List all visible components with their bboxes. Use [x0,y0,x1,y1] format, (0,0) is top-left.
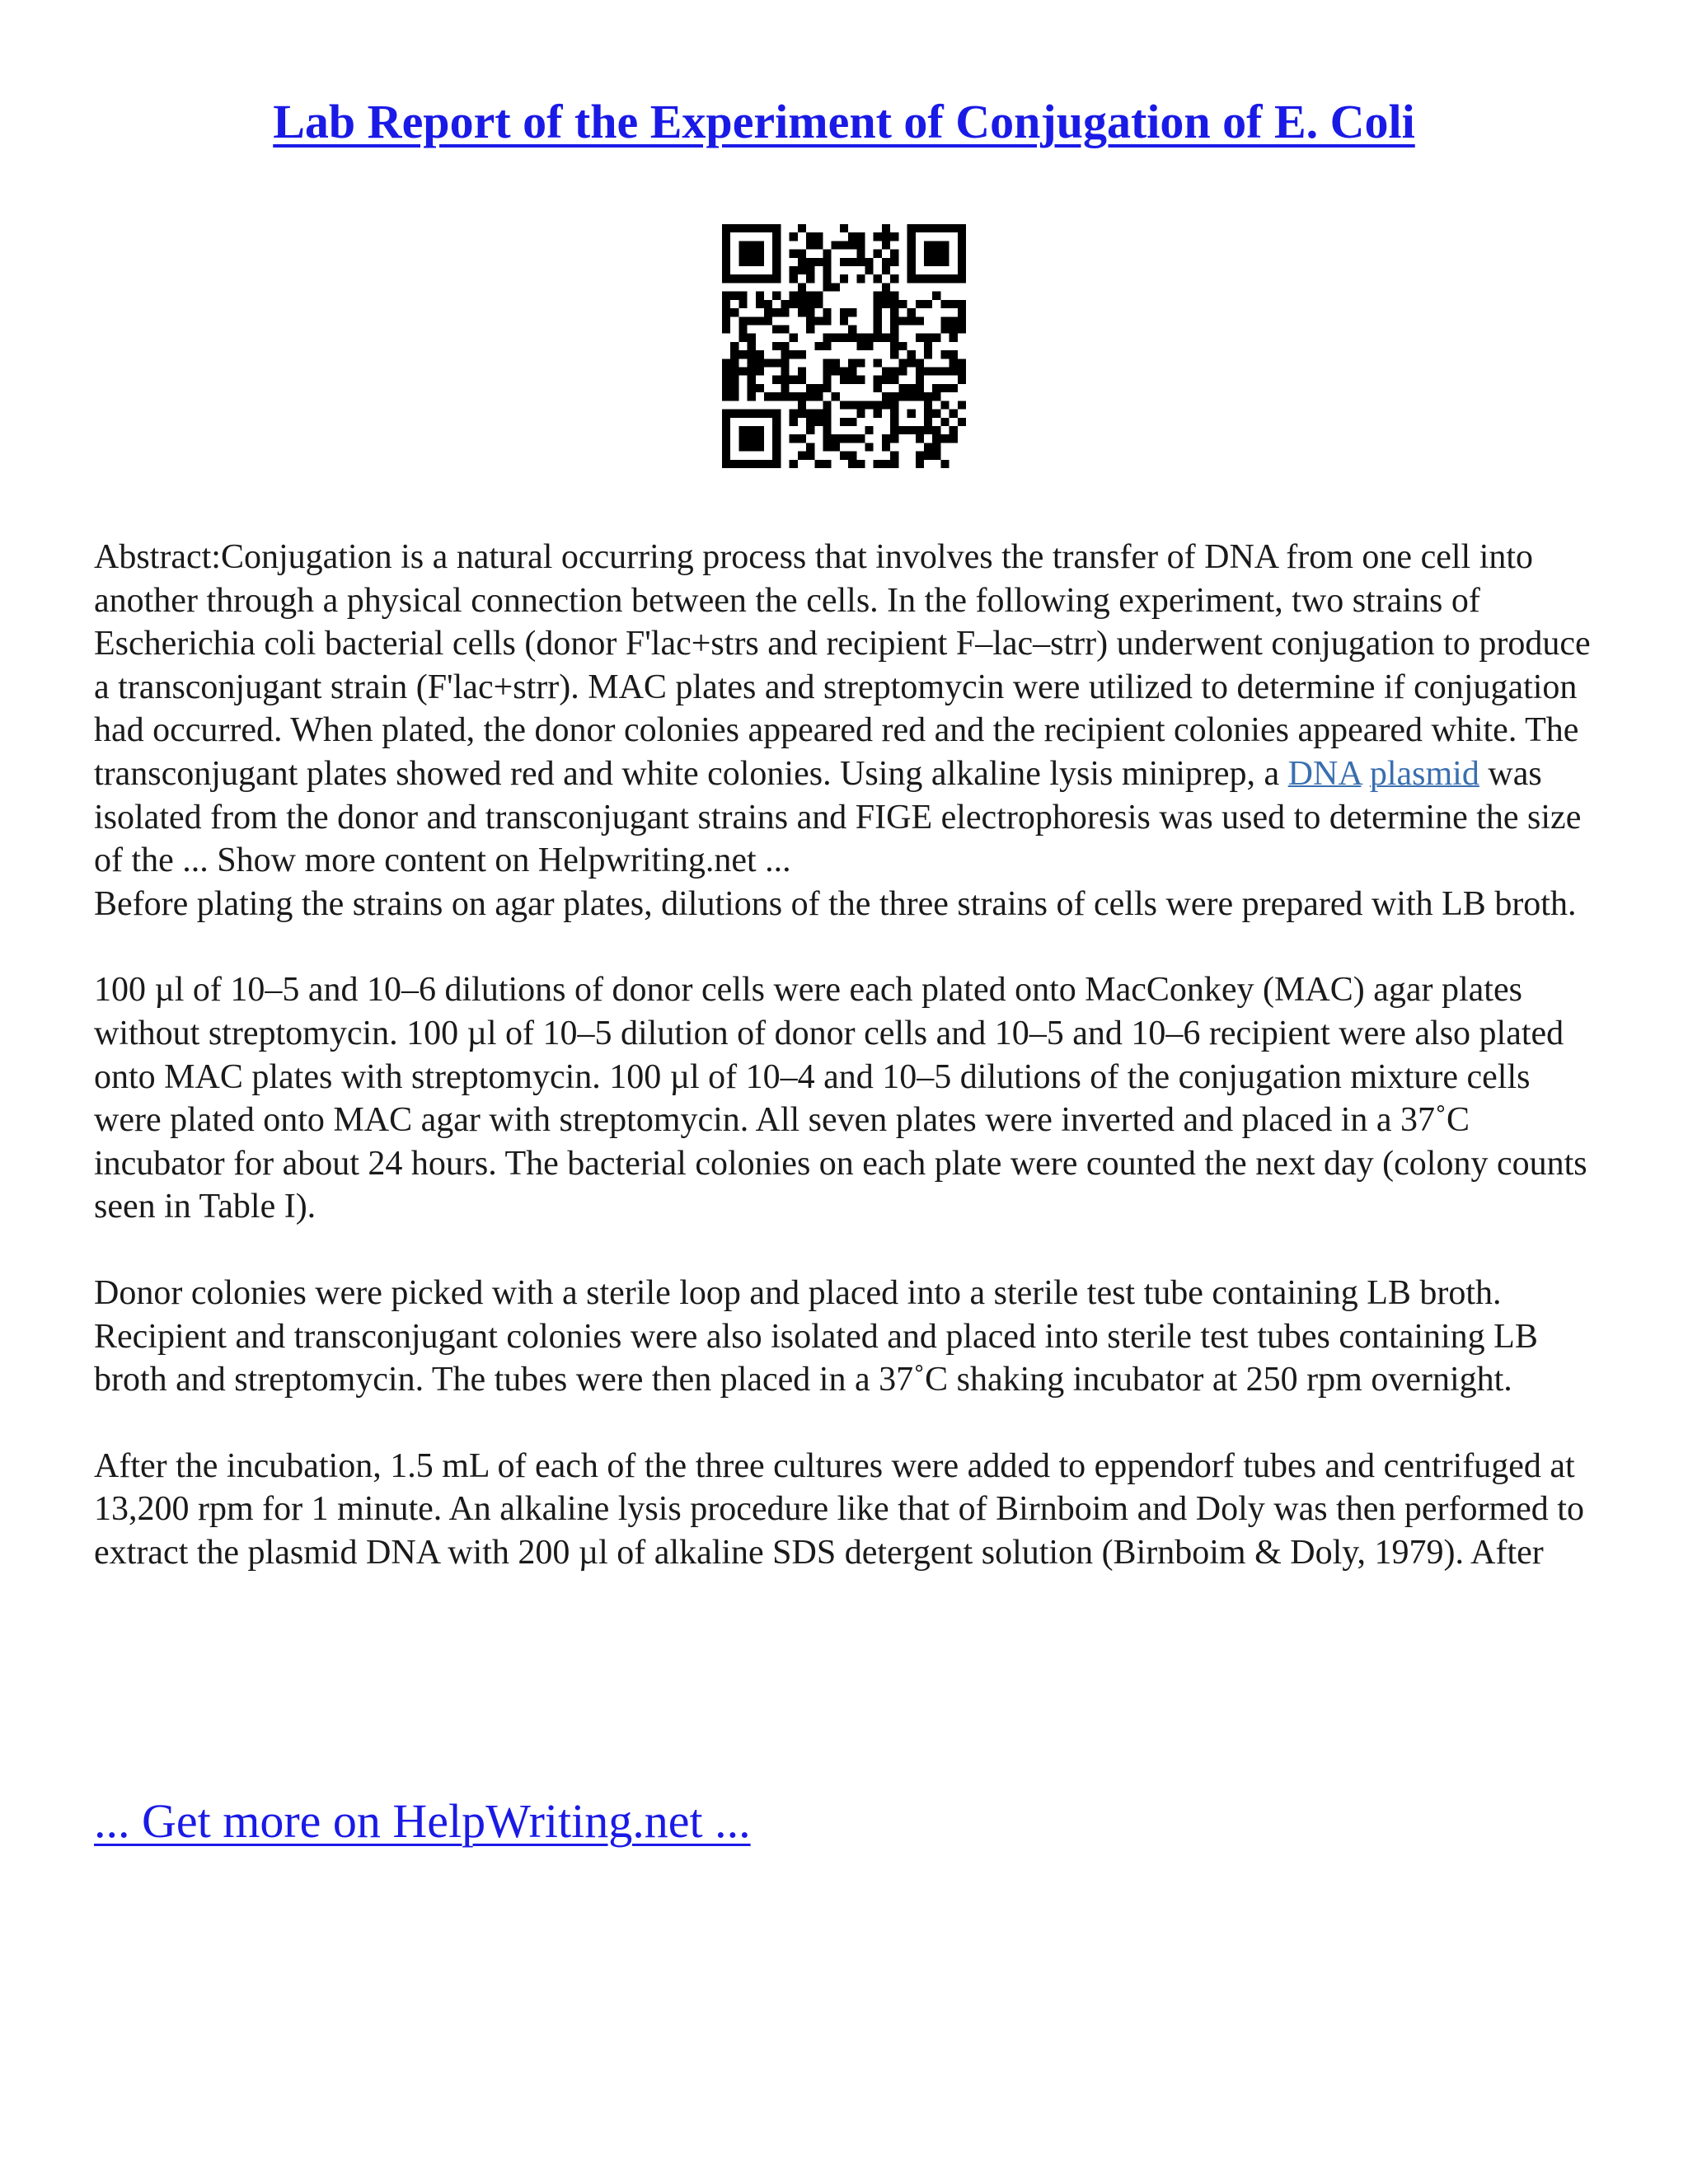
get-more-link[interactable]: ... Get more on HelpWriting.net ... [94,1794,751,1848]
abstract-text-after: was isolated from the donor and transconjugant strains and FIGE electrophoresis was used to determine the size of the ... Show more content on Helpwriting.net ... [94,754,1582,880]
paragraph-plating-prep: Before plating the strains on agar plates, dilutions of the three strains of cells were prepared with LB broth. [94,884,1577,923]
document-body [94,536,1602,1574]
abstract-paragraph [94,536,1602,883]
abstract-text-before: Abstract:Conjugation is a natural occurring process that involves the transfer of DNA from one cell into another through a physical connection between the cells. In the following experiment, two strains of Escherichia coli bacterial cells (donor F'lac+strs and recipient F–lac–strr) underwent conjugation to produce a transconjugant strain (F'lac+strr). MAC plates and streptomycin were utilized to determine if conjugation had occurred. When plated, the donor colonies appeared red and the recipient colonies appeared white. The transconjugant plates showed red and white colonies. Using alkaline lysis miniprep, a [94,538,1591,793]
more-link-container [94,1788,751,1854]
paragraph-incubation: After the incubation, 1.5 mL of each of the three cultures were added to eppendorf tubes and centrifuged at 13,200 rpm for 1 minute. An alkaline lysis procedure like that of Birnboim and Doly was then performed to extract the plasmid DNA with 200 µl of alkaline SDS detergent solution (Birnboim & Doly, 1979). After [94,1446,1584,1572]
title-link[interactable]: Lab Report of the Experiment of Conjugation of E. Coli [273,95,1415,148]
paragraph-plating: 100 µl of 10–5 and 10–6 dilutions of donor cells were each plated onto MacConkey (MAC) agar plates without streptomycin. 100 µl of 10–5 dilution of donor cells and 10–5 and 10–6 recipient were also plated onto MAC plates with streptomycin. 100 µl of 10–4 and 10–5 dilutions of the conjugation mixture cells were plated onto MAC agar with streptomycin. All seven plates were inverted and placed in a 37˚C incubator for about 24 hours. The bacterial colonies on each plate were counted the next day (colony counts seen in Table I). [94,971,1587,1226]
qr-code-icon [722,224,966,468]
paragraph-colonies: Donor colonies were picked with a sterile loop and placed into a sterile test tube containing LB broth. Recipient and transconjugant colonies were also isolated and placed into sterile test tubes containing LB broth and streptomycin. The tubes were then placed in a 37˚C shaking incubator at 250 rpm overnight. [94,1273,1538,1399]
dna-link[interactable]: DNA [1287,754,1362,793]
page-title [0,89,1688,155]
plasmid-link[interactable]: plasmid [1369,754,1479,793]
